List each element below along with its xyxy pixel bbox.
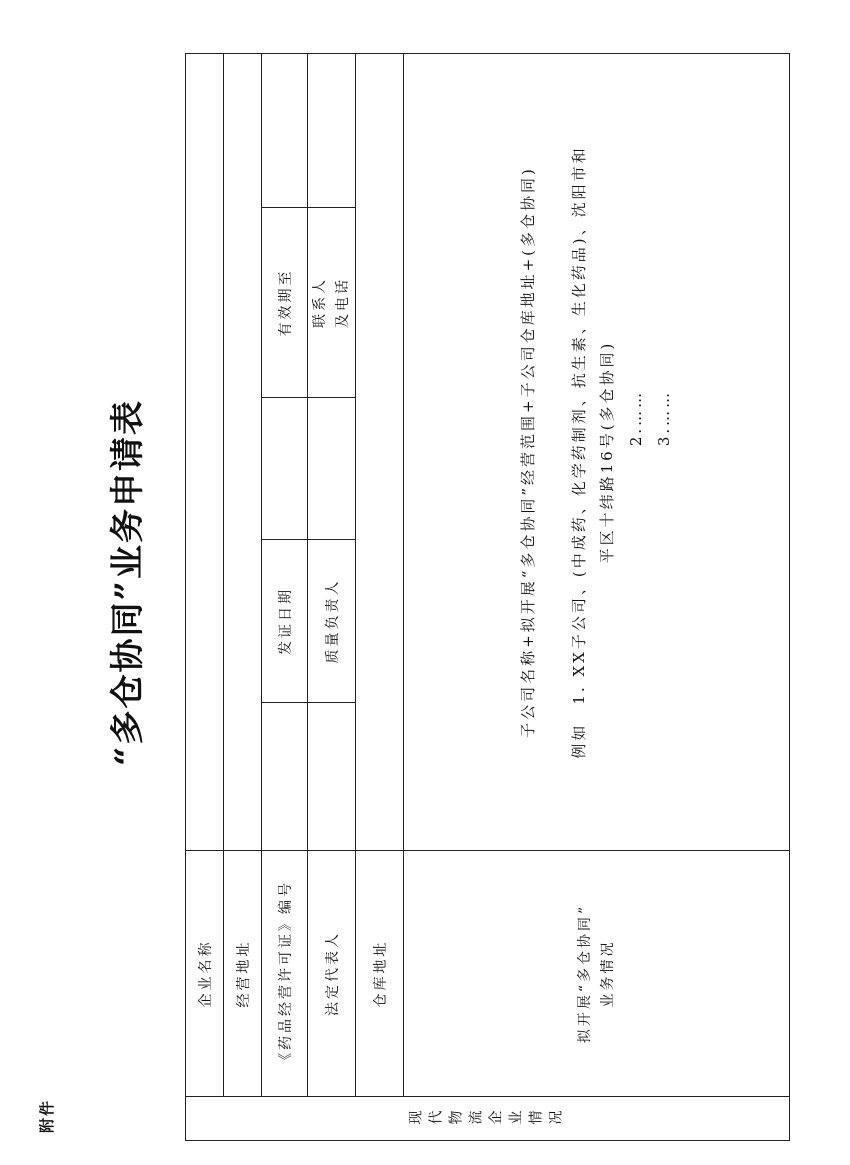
business-address-label: 经营地址: [224, 851, 262, 1097]
legal-rep-label: 法定代表人: [308, 851, 356, 1097]
valid-until-label: 有效期至: [262, 208, 308, 398]
company-name-label: 企业名称: [186, 851, 224, 1097]
issue-date-field[interactable]: [262, 398, 308, 540]
example-line-2: 平区十纬路16号(多仓协同): [598, 340, 617, 564]
multi-warehouse-field[interactable]: [404, 53, 790, 850]
template-text: 子公司名称+拟开展“多仓协同”经营范围+子公司仓库地址+(多仓协同): [519, 166, 538, 738]
quality-manager-field[interactable]: [308, 398, 356, 540]
license-number-label: 《药品经营许可证》编号: [262, 851, 308, 1097]
side-label: 现代物流企业情况: [407, 1110, 568, 1127]
multi-warehouse-label-line2: 业务情况: [599, 939, 616, 1008]
example-line-1: 例如 1. XX子公司、(中成药、化学药制剂、抗生素、生化药品)、沈阳市和: [569, 145, 588, 759]
page-title: “多仓协同”业务申请表: [108, 398, 148, 767]
quality-manager-label: 质量负责人: [308, 540, 356, 703]
attachment-label: 附件: [38, 1098, 56, 1133]
contact-field[interactable]: [308, 53, 356, 207]
warehouse-address-label: 仓库地址: [356, 851, 404, 1097]
valid-until-field[interactable]: [262, 53, 308, 207]
row-license: [262, 53, 308, 1140]
row-business-address: [224, 53, 262, 1140]
row-warehouse-address: [356, 53, 404, 1140]
business-address-field[interactable]: [224, 53, 262, 850]
issue-date-label: 发证日期: [262, 540, 308, 703]
legal-rep-field[interactable]: [308, 703, 356, 851]
row-multi-warehouse: [404, 53, 790, 1140]
contact-label-line2: 及电话: [334, 277, 351, 328]
license-number-field[interactable]: [262, 703, 308, 851]
row-company-name: [186, 53, 224, 1140]
multi-warehouse-label: [404, 851, 790, 1097]
example-item-3: 3.……: [655, 389, 674, 447]
company-name-field[interactable]: [186, 53, 224, 850]
side-label-cell: [186, 1097, 790, 1141]
warehouse-address-field[interactable]: [356, 53, 404, 850]
application-form-table: [185, 53, 790, 1141]
contact-label-line1: 联系人: [312, 277, 329, 328]
example-item-2: 2.……: [626, 389, 645, 447]
contact-label: [308, 208, 356, 398]
row-legal-rep: [308, 53, 356, 1140]
multi-warehouse-label-line1: 拟开展“多仓协同”: [577, 903, 594, 1044]
